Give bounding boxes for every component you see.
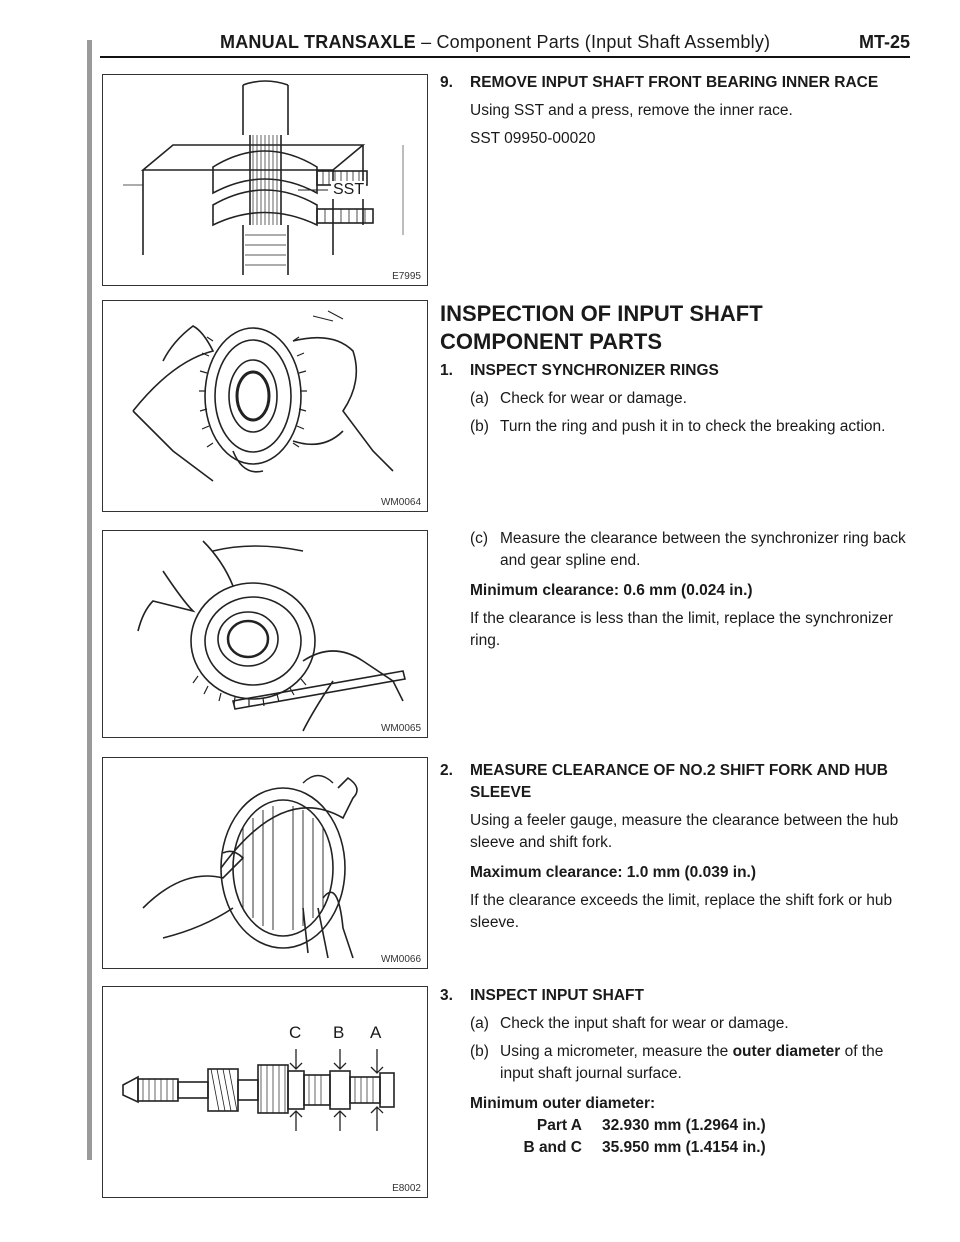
figure-label-sst: SST (333, 181, 365, 198)
point-label-b: B (333, 1023, 345, 1042)
figure-input-shaft (102, 986, 428, 1198)
step-text: Using SST and a press, remove the inner race. (470, 102, 793, 119)
step-heading: INSPECT INPUT SHAFT (470, 987, 644, 1004)
substep-label: (a) (470, 1015, 489, 1032)
page-header (100, 30, 910, 60)
step-1 (440, 360, 910, 438)
substep-b (470, 416, 910, 438)
figure-sync-ring-clearance (102, 530, 428, 738)
page-spine-shadow (87, 40, 92, 1160)
substep-a (470, 388, 910, 410)
substep-text-bold: outer diameter (732, 1043, 841, 1060)
step-text: Using a feeler gauge, measure the clearance between the hub sleeve and shift fork. (470, 812, 899, 851)
step-9 (440, 72, 910, 150)
step-number: 9. (440, 74, 453, 91)
figure-code: WM0066 (380, 954, 421, 965)
substep-text: Check for wear or damage. (500, 390, 687, 407)
spec-row-part-a (498, 1115, 910, 1137)
header-title: MANUAL TRANSAXLE – Component Parts (Input Shaft Assembly) (220, 32, 771, 52)
figure-code: WM0064 (380, 497, 421, 508)
substep-a (470, 1013, 910, 1035)
step-heading: REMOVE INPUT SHAFT FRONT BEARING INNER RACE (470, 74, 879, 91)
figure-code: WM0065 (380, 723, 421, 734)
spec-min-outer-diameter: Minimum outer diameter: (470, 1095, 656, 1112)
spec-part: B and C (523, 1139, 582, 1156)
substep-text-pre: Using a micrometer, measure the (500, 1043, 733, 1060)
step-2 (440, 760, 910, 934)
step-note: If the clearance exceeds the limit, replace the shift fork or hub sleeve. (470, 892, 893, 931)
substep-label: (a) (470, 390, 489, 407)
step-number: 1. (440, 362, 453, 379)
step-note: If the clearance is less than the limit, replace the synchronizer ring. (470, 610, 894, 649)
spec-min-clearance: Minimum clearance: 0.6 mm (0.024 in.) (470, 582, 753, 599)
page-number: MT-25 (858, 32, 910, 52)
spec-max-clearance: Maximum clearance: 1.0 mm (0.039 in.) (470, 864, 757, 881)
point-label-a: A (370, 1023, 382, 1042)
step-sst-number: SST 09950-00020 (470, 130, 596, 147)
spec-part: Part A (536, 1117, 582, 1134)
spec-value: 35.950 mm (1.4154 in.) (602, 1139, 766, 1156)
substep-text: Measure the clearance between the synchronizer ring back and gear spline end. (500, 530, 906, 569)
step-1-c (440, 528, 910, 652)
substep-text-post: of the input shaft journal surface. (500, 1043, 884, 1082)
substep-b (470, 1041, 910, 1085)
point-label-c: C (289, 1023, 302, 1042)
substep-c (470, 528, 910, 572)
figure-sync-ring-turn (102, 300, 428, 512)
figure-code: E8002 (392, 1183, 421, 1194)
step-number: 3. (440, 987, 453, 1004)
section-title: INSPECTION OF INPUT SHAFT COMPONENT PARTS (440, 301, 763, 354)
spec-value: 32.930 mm (1.2964 in.) (602, 1117, 766, 1134)
header-rule (100, 56, 910, 58)
step-heading: MEASURE CLEARANCE OF NO.2 SHIFT FORK AND HUB SLEEVE (470, 762, 888, 801)
substep-text: Turn the ring and push it in to check the breaking action. (500, 418, 886, 435)
step-3 (440, 985, 910, 1159)
figure-sst-press (102, 74, 428, 286)
step-heading: INSPECT SYNCHRONIZER RINGS (470, 362, 719, 379)
substep-text: Check the input shaft for wear or damage. (500, 1015, 789, 1032)
figure-code: E7995 (392, 271, 421, 282)
step-number: 2. (440, 762, 453, 779)
substep-label: (c) (470, 530, 489, 547)
substep-label: (b) (470, 1043, 489, 1060)
spec-row-part-bc (498, 1137, 910, 1159)
substep-label: (b) (470, 418, 489, 435)
figure-shift-fork (102, 757, 428, 969)
